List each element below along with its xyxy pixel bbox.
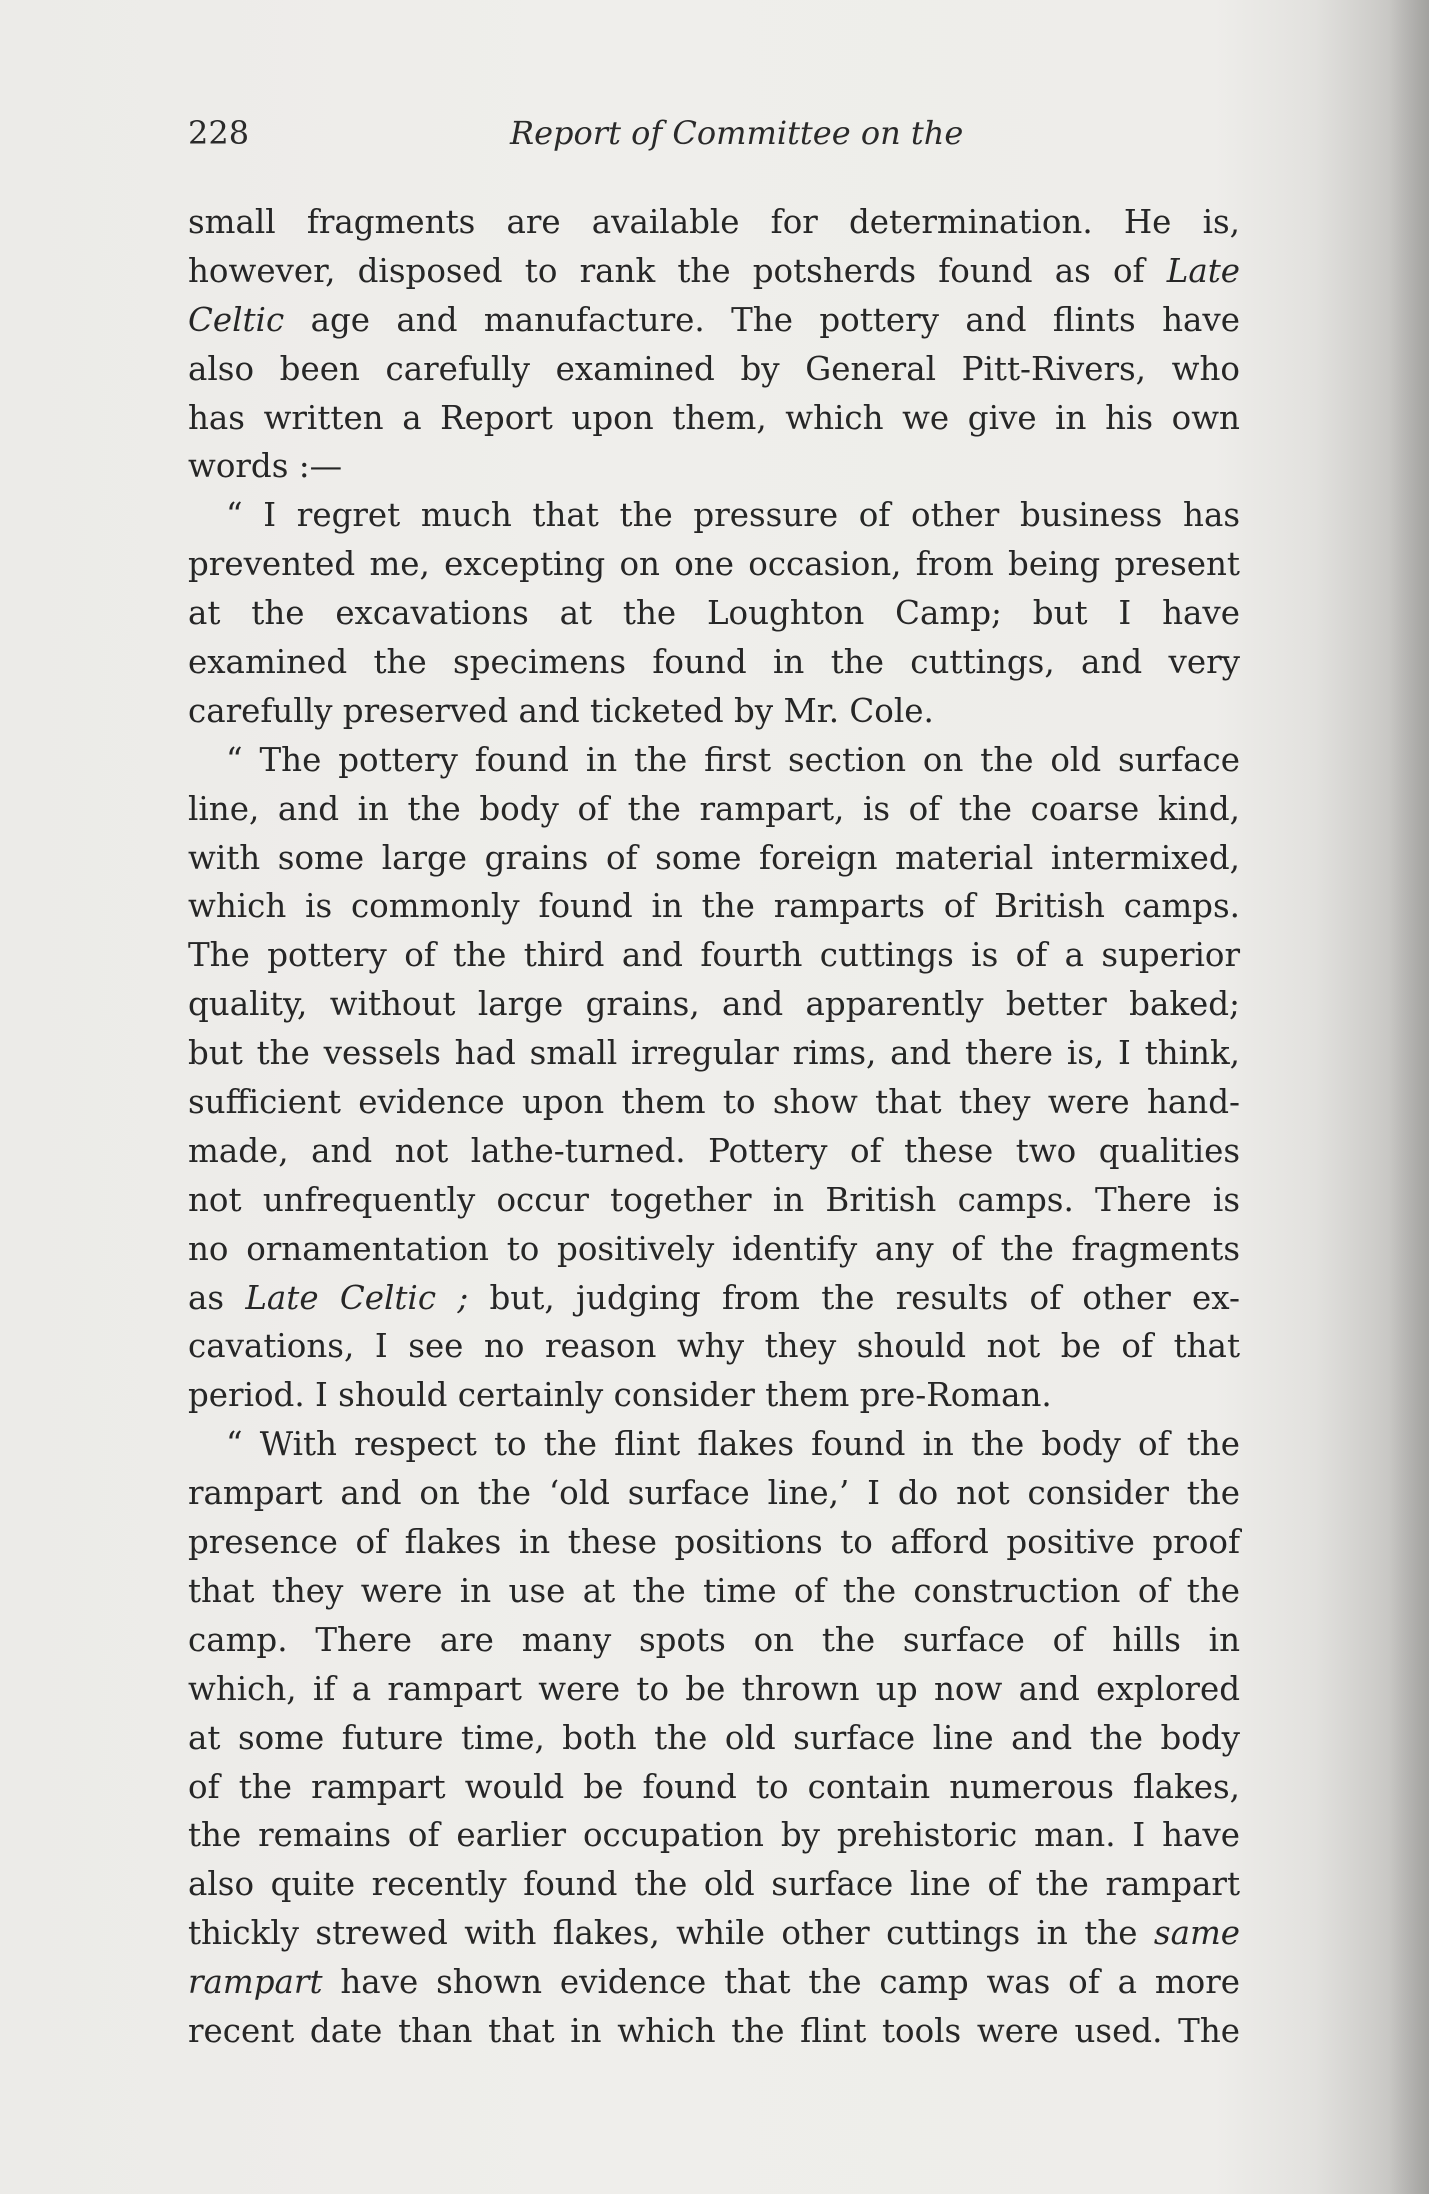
text-line: [188, 247, 1240, 296]
text-run: prevented me, excepting on one occasion, from being present: [188, 545, 1240, 584]
text-line: [188, 442, 1240, 491]
text-run: quality, without large grains, and apparently better baked;: [188, 985, 1240, 1024]
text-run: the remains of earlier occupation by prehistoric man. I have: [188, 1816, 1240, 1855]
text-line: [188, 540, 1240, 589]
text-line: [188, 491, 1240, 540]
text-run: at the excavations at the Loughton Camp; but I have: [188, 594, 1240, 633]
text-run: that they were in use at the time of the construction of the: [188, 1571, 1240, 1610]
text-run: has written a Report upon them, which we give in his own: [188, 398, 1240, 437]
text-line: [188, 345, 1240, 394]
text-run: have shown evidence that the camp was of a more: [322, 1963, 1240, 2002]
text-run: made, and not lathe-turned. Pottery of these two qualities: [188, 1131, 1240, 1170]
text-line: [188, 1567, 1240, 1616]
text-run: The pottery of the third and fourth cuttings is of a superior: [188, 936, 1240, 975]
text-line: [188, 1811, 1240, 1860]
text-run: at some future time, both the old surface line and the body: [188, 1718, 1240, 1757]
text-line: [188, 785, 1240, 834]
text-line: [188, 1714, 1240, 1763]
text-line: [188, 394, 1240, 443]
text-run: line, and in the body of the rampart, is of the coarse kind,: [188, 789, 1240, 828]
text-line: [188, 1860, 1240, 1909]
body-text: [188, 198, 1240, 2056]
text-line: [188, 1078, 1240, 1127]
text-line: [188, 980, 1240, 1029]
text-run: but, judging from the results of other ex-: [468, 1278, 1240, 1317]
text-line: [188, 198, 1240, 247]
text-run: not unfrequently occur together in British camps. There is: [188, 1180, 1240, 1219]
text-line: [188, 1909, 1240, 1958]
text-run: no ornamentation to positively identify any of the fragments: [188, 1229, 1240, 1268]
text-run: of the rampart would be found to contain numerous flakes,: [188, 1767, 1240, 1806]
text-run: examined the specimens found in the cuttings, and very: [188, 643, 1240, 682]
text-line: [188, 931, 1240, 980]
text-run: rampart and on the ‘old surface line,’ I do not consider the: [188, 1474, 1240, 1513]
text-line: [188, 1225, 1240, 1274]
text-run: also quite recently found the old surface line of the rampart: [188, 1865, 1240, 1904]
text-run: camp. There are many spots on the surface of hills in: [188, 1620, 1240, 1659]
text-line: [188, 1958, 1240, 2007]
text-run: carefully preserved and ticketed by Mr. Cole.: [188, 691, 934, 730]
text-run: which, if a rampart were to be thrown up now and explored: [188, 1669, 1240, 1708]
text-line: [188, 736, 1240, 785]
italic-text: Late Celtic ;: [245, 1278, 469, 1317]
text-line: [188, 638, 1240, 687]
text-run: cavations, I see no reason why they should not be of that: [188, 1327, 1240, 1366]
text-run: “ The pottery found in the first section on the old surface: [226, 740, 1240, 779]
text-line: [188, 687, 1240, 736]
text-run: however, disposed to rank the potsherds found as of: [188, 251, 1167, 290]
text-run: “ I regret much that the pressure of other business has: [226, 496, 1240, 535]
text-run: period. I should certainly consider them pre-Roman.: [188, 1376, 1052, 1415]
text-run: words :—: [188, 447, 343, 486]
italic-text: rampart: [188, 1963, 323, 2002]
italic-text: Celtic: [188, 300, 285, 339]
text-line: [188, 1029, 1240, 1078]
text-line: [188, 1420, 1240, 1469]
text-line: [188, 1763, 1240, 1812]
text-line: [188, 1616, 1240, 1665]
text-run: sufficient evidence upon them to show that they were hand-: [188, 1083, 1240, 1122]
text-run: also been carefully examined by General Pitt-Rivers, who: [188, 349, 1240, 388]
text-line: [188, 1469, 1240, 1518]
text-line: [188, 1665, 1240, 1714]
text-line: [188, 589, 1240, 638]
text-run: thickly strewed with flakes, while other cuttings in the: [188, 1914, 1154, 1953]
italic-text: same: [1153, 1914, 1240, 1953]
text-line: [188, 1371, 1240, 1420]
text-run: age and manufacture. The pottery and flints have: [284, 300, 1240, 339]
text-line: [188, 296, 1240, 345]
text-run: as: [188, 1278, 246, 1317]
text-line: [188, 882, 1240, 931]
text-run: presence of flakes in these positions to afford positive proof: [188, 1523, 1240, 1562]
text-line: [188, 834, 1240, 883]
text-line: [188, 1322, 1240, 1371]
page-number: 228: [188, 114, 250, 152]
text-run: with some large grains of some foreign material intermixed,: [188, 838, 1240, 877]
text-run: but the vessels had small irregular rims, and there is, I think,: [188, 1034, 1240, 1073]
text-line: [188, 1518, 1240, 1567]
text-run: which is commonly found in the ramparts of British camps.: [188, 887, 1240, 926]
text-line: [188, 1176, 1240, 1225]
running-head: [188, 114, 1240, 168]
text-run: recent date than that in which the flint tools were used. The: [188, 2011, 1240, 2050]
text-run: “ With respect to the flint flakes found in the body of the: [226, 1425, 1240, 1464]
text-run: small fragments are available for determination. He is,: [188, 203, 1240, 241]
page-edge-shadow: [1389, 0, 1429, 2194]
text-line: [188, 2007, 1240, 2056]
text-line: [188, 1127, 1240, 1176]
italic-text: Late: [1166, 251, 1240, 290]
running-title: Report of Committee on the: [510, 114, 964, 152]
text-line: [188, 1274, 1240, 1323]
